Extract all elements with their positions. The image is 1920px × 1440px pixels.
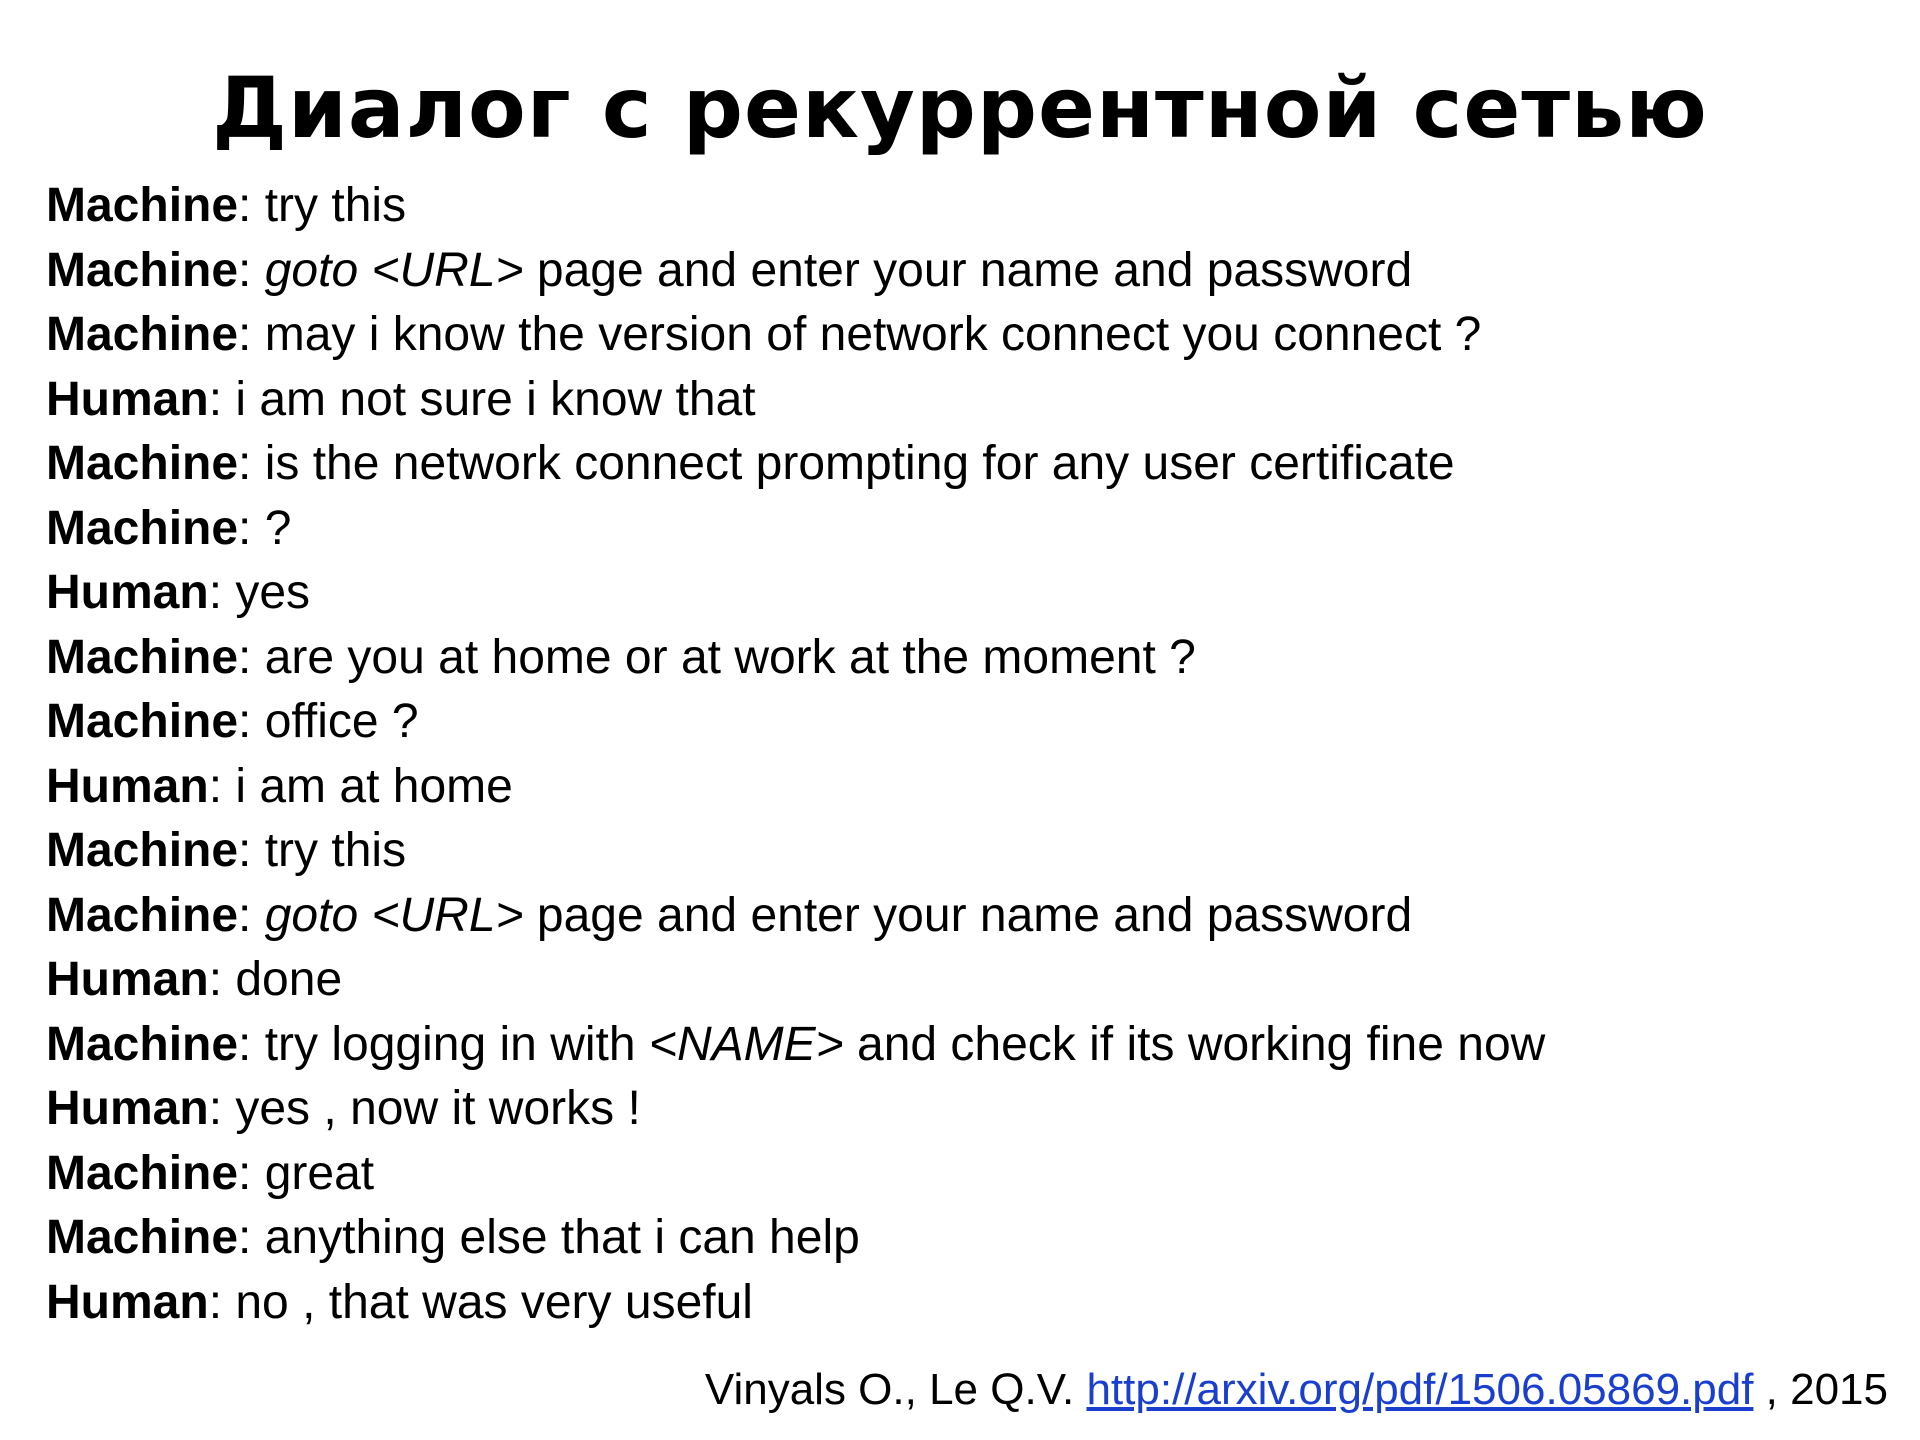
utterance-text: try this	[264, 179, 407, 232]
utterance-text: may i know the version of network connect you connect ?	[264, 308, 1482, 361]
speaker-separator: :	[208, 953, 236, 1006]
speaker-separator: :	[238, 1017, 265, 1071]
speaker-name: Machine	[46, 695, 239, 748]
dialog-line	[46, 303, 1886, 368]
dialog-line	[46, 690, 1886, 755]
citation-authors: Vinyals O., Le Q.V.	[704, 1365, 1087, 1414]
speaker-separator: :	[238, 695, 265, 748]
dialog-line	[46, 497, 1886, 562]
dialog-line	[46, 1077, 1886, 1142]
speaker-separator: :	[208, 1275, 236, 1329]
dialog-line	[46, 561, 1886, 626]
citation-link[interactable]: http://arxiv.org/pdf/1506.05869.pdf	[1086, 1365, 1754, 1414]
dialog-transcript	[46, 174, 1886, 1335]
utterance-text: yes , now it works !	[235, 1082, 641, 1135]
speaker-separator: :	[238, 437, 265, 490]
speaker-separator: :	[238, 308, 265, 361]
speaker-name: Human	[46, 566, 209, 619]
utterance-text: try this	[264, 824, 407, 877]
utterance-text: page and enter your name and password	[523, 888, 1413, 942]
utterance-text: are you at home or at work at the moment ?	[264, 630, 1196, 684]
dialog-line	[46, 884, 1886, 949]
speaker-separator: :	[238, 1211, 265, 1264]
utterance-text: office ?	[264, 695, 419, 748]
dialog-line	[46, 1206, 1886, 1271]
utterance-text: page and enter your name and password	[523, 243, 1413, 297]
speaker-name: Machine	[46, 1211, 239, 1264]
speaker-separator: :	[238, 243, 265, 297]
speaker-separator: :	[208, 372, 236, 426]
dialog-line	[46, 368, 1886, 433]
speaker-name: Machine	[46, 179, 239, 232]
speaker-separator: :	[238, 824, 265, 877]
speaker-name: Human	[46, 1082, 209, 1135]
utterance-text: is the network connect prompting for any user certificate	[264, 437, 1455, 490]
speaker-name: Machine	[46, 1146, 239, 1200]
utterance-text: and check if its working fine now	[843, 1017, 1546, 1071]
slide-title: Диалог с рекуррентной сетью	[212, 59, 1708, 157]
dialog-line	[46, 1142, 1886, 1207]
speaker-separator: :	[238, 501, 265, 555]
utterance-text: try logging in with	[264, 1017, 649, 1071]
citation-year: , 2015	[1753, 1365, 1888, 1414]
dialog-line	[46, 1271, 1886, 1336]
speaker-separator: :	[238, 179, 265, 232]
utterance-italic-text: goto <URL>	[264, 888, 524, 942]
speaker-separator: :	[208, 759, 236, 813]
dialog-line	[46, 819, 1886, 884]
utterance-text: anything else that i can help	[264, 1211, 860, 1264]
speaker-separator: :	[238, 888, 265, 942]
speaker-name: Machine	[46, 824, 239, 877]
utterance-text: yes	[235, 566, 311, 619]
dialog-line	[46, 1013, 1886, 1078]
speaker-name: Machine	[46, 308, 239, 361]
speaker-name: Human	[46, 1275, 209, 1329]
speaker-name: Machine	[46, 888, 239, 942]
speaker-name: Human	[46, 372, 209, 426]
speaker-name: Human	[46, 953, 209, 1006]
dialog-line	[46, 239, 1886, 304]
citation	[705, 1360, 1888, 1420]
dialog-line	[46, 174, 1886, 239]
utterance-text: ?	[264, 501, 292, 555]
speaker-name: Machine	[46, 243, 239, 297]
speaker-separator: :	[238, 630, 265, 684]
utterance-italic-text: <NAME>	[648, 1017, 844, 1071]
speaker-name: Machine	[46, 1017, 239, 1071]
speaker-separator: :	[238, 1146, 265, 1200]
speaker-name: Machine	[46, 630, 239, 684]
utterance-italic-text: goto <URL>	[264, 243, 524, 297]
speaker-separator: :	[208, 1082, 236, 1135]
utterance-text: great	[264, 1146, 375, 1200]
utterance-text: i am at home	[235, 759, 513, 813]
utterance-text: done	[235, 953, 343, 1006]
dialog-line	[46, 755, 1886, 820]
speaker-name: Machine	[46, 501, 239, 555]
utterance-text: i am not sure i know that	[235, 372, 756, 426]
utterance-text: no , that was very useful	[235, 1275, 753, 1329]
speaker-name: Machine	[46, 437, 239, 490]
dialog-line	[46, 626, 1886, 691]
dialog-line	[46, 948, 1886, 1013]
speaker-name: Human	[46, 759, 209, 813]
dialog-line	[46, 432, 1886, 497]
speaker-separator: :	[208, 566, 236, 619]
